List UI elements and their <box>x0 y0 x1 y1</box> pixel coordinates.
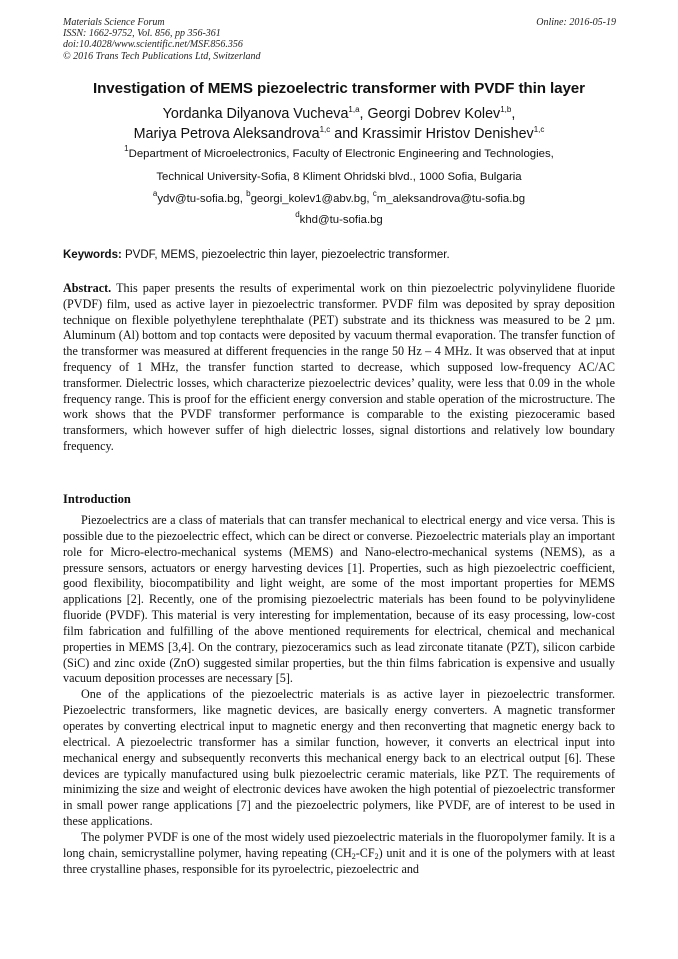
keywords <box>63 249 450 261</box>
author-affiliation-mark: 1,c <box>319 125 331 134</box>
journal-issn: ISSN: 1662-9752, Vol. 856, pp 356-361 <box>63 28 221 40</box>
keywords-label: Keywords: <box>63 249 122 261</box>
author-affiliation-mark: 1,a <box>348 105 360 114</box>
journal-doi: doi:10.4028/www.scientific.net/MSF.856.356 <box>63 39 243 51</box>
email: georgi_kolev1@abv.bg, <box>250 193 373 205</box>
affiliation-number: 1 <box>124 144 129 153</box>
affiliation-department: Department of Microelectronics, Faculty of Electronic Engineering and Technologies, <box>128 148 554 160</box>
paragraph <box>63 830 615 878</box>
email-mark: a <box>152 189 158 198</box>
author-email-d <box>40 210 638 226</box>
journal-name: Materials Science Forum <box>63 17 165 28</box>
abstract-text: This paper presents the results of experimental work on thin piezoelectric polyvinylidene fluoride (PVDF) film, used as active layer in piezoelectric transformer. PVDF film was deposited by spray deposition technique on flexible polyethylene terephthalate (PET) substrate and its thickness was measured to be 2 µm. Aluminum (Al) bottom and top contacts were deposited by vacuum thermal evaporation. The transfer function of the transformer was measured at different frequencies in the range 50 Hz – 4 MHz. It was observed that at input frequency of 1 MHz, the transfer function started to decrease, which supposed low-frequency AC/AC transformer. Dielectric losses, which characterize piezoelectric devices’ quality, were less that 0.09 in the whole frequency range. This is proof for the efficient energy conversion and stable operation of the microstructure. The work shows that the PVDF transformer performance is comparable to the existing piezoceramic based transformers, which however suffer of high dielectric losses, signal distortions and relatively low boundary frequency. <box>63 281 615 453</box>
author-list <box>40 104 638 144</box>
paragraph-text: The polymer PVDF is one of the most widely used piezoelectric materials in the fluoropolymer family. It is a long chain, semicrystalline polymer, having repeating (CH <box>63 829 615 860</box>
email: ydv@tu-sofia.bg, <box>157 193 247 205</box>
journal-info <box>63 17 616 62</box>
keywords-text: PVDF, MEMS, piezoelectric thin layer, piezoelectric transformer. <box>121 249 450 261</box>
author-affiliation-mark: 1,b <box>500 105 512 114</box>
affiliation-line-1 <box>40 144 638 160</box>
paragraph: One of the applications of the piezoelectric materials is as active layer in piezoelectric transformer. Piezoelectric transformers, like magnetic devices, are basically energy converters. A magnetic transformer operates by converting electrical input to magnetic energy and then reconverting that magnetic energy back to electrical. A piezoelectric transformer has a similar function, however, it converts an electrical input into mechanical energy and subsequently reconverts this mechanical energy back to an electrical output [6]. These devices are typically manufactured using bulk piezoelectric ceramic materials, like PZT. The requirements of minimizing the size and weight of electronic devices have awoken the high potential of piezoelectric transformer in small power range applications [7] and the piezoelectric polymers, like PVDF, are of interest to be used in these applications. <box>63 687 615 829</box>
subscript: 2 <box>351 851 356 861</box>
author-line-2 <box>40 124 638 144</box>
abstract-label: Abstract. <box>63 281 112 295</box>
author-affiliation-mark: 1,c <box>533 125 545 134</box>
paper-title: Investigation of MEMS piezoelectric transformer with PVDF thin layer <box>93 80 585 97</box>
subscript: 2 <box>374 851 379 861</box>
email: m_aleksandrova@tu-sofia.bg <box>376 193 526 205</box>
author-name: Yordanka Dilyanova Vucheva <box>162 106 349 122</box>
email-mark: c <box>372 189 377 198</box>
online-date: Online: 2016-05-19 <box>536 17 616 28</box>
journal-header <box>63 17 616 62</box>
author-separator: , <box>511 106 516 122</box>
email: khd@tu-sofia.bg <box>299 214 383 226</box>
paragraph: Piezoelectrics are a class of materials that can transfer mechanical to electrical energy and vice versa. This is possible due to the piezoelectric effect, which can be direct or converse. Piezoelectric materials play an important role for Micro-electro-mechanical systems (MEMS) and Nano-electro-mechanical systems (NEMS), as a pressure sensors, actuators or energy harvesting devices [1]. Properties, such as high piezoelectric coefficient, good flexibility, biocompatibility and light weight, are some of the most important properties for MEMS applications [2]. Recently, one of the promising piezoelectric materials has been found to be polyvinylidene fluoride (PVDF). This material is very interesting for implementation, because of its easy processing, low-cost film fabrication and fulfilling of the above mentioned requirements for electrical, chemical and mechanical properties in MEMS [3,4]. On the contrary, piezoceramics such as lead zirconate titanate (PZT), silicon carbide (SiC) and zinc oxide (ZnO) suggested similar properties, but the thin films fabrication is expensive and usually vacuum deposition processes are necessary [5]. <box>63 513 615 686</box>
author-separator: and <box>330 126 363 142</box>
author-name: Georgi Dobrev Kolev <box>367 106 501 122</box>
author-line-1 <box>40 104 638 124</box>
affiliation-line-2: Technical University-Sofia, 8 Kliment Ohridski blvd., 1000 Sofia, Bulgaria <box>156 171 522 183</box>
introduction-body <box>63 513 615 877</box>
author-separator: , <box>359 106 368 122</box>
email-mark: b <box>246 189 251 198</box>
author-name: Mariya Petrova Aleksandrova <box>133 126 320 142</box>
paragraph-text: ) unit and it is one of the polymers with at least three crystalline phases, responsible for its pyroelectric, piezoelectric and <box>63 845 615 876</box>
paragraph-text: -CF <box>355 845 375 860</box>
email-mark: d <box>295 210 300 219</box>
journal-copyright: © 2016 Trans Tech Publications Ltd, Switzerland <box>63 50 261 62</box>
section-title-introduction: Introduction <box>63 492 131 506</box>
abstract <box>63 281 615 455</box>
author-name: Krassimir Hristov Denishev <box>362 126 534 142</box>
author-emails <box>40 189 638 205</box>
